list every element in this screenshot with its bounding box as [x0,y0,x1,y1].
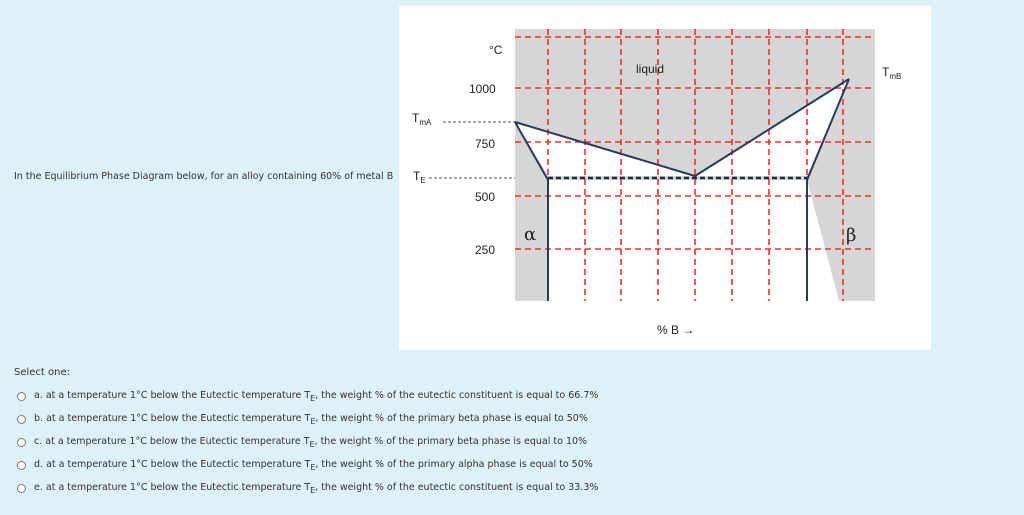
question-text: In the Equilibrium Phase Diagram below, for an alloy containing 60% of metal B [14,171,394,182]
beta-label: β [846,225,857,246]
phase-diagram [399,6,931,350]
radio-button[interactable] [17,415,26,424]
option-label: c. at a temperature 1°C below the Eutectic temperature $T_E$, the weight % of the primary beta phase is equal to 10% [34,436,588,449]
liquid-label: liquid [636,62,665,76]
option-b[interactable] [14,408,598,431]
y-tick-1000: 1000 [469,82,496,96]
unit-label: °C [489,43,503,57]
option-label: e. at a temperature 1°C below the Eutectic temperature $T_E$, the weight % of the eutectic constituent is equal to 33.3% [34,482,599,495]
answer-options [14,385,598,500]
tmb-label: $T_{mB}$ [882,65,902,81]
option-a[interactable] [14,385,598,408]
y-tick-500: 500 [475,190,496,204]
option-label: a. at a temperature 1°C below the Eutectic temperature $T_E$, the weight % of the eutectic constituent is equal to 66.7% [34,390,599,403]
y-tick-750: 750 [475,137,496,151]
option-c[interactable] [14,431,598,454]
phase-diagram-svg [399,6,931,350]
te-label: $T_E$ [413,169,426,185]
option-d[interactable] [14,454,598,477]
option-label: b. at a temperature 1°C below the Eutectic temperature $T_E$, the weight % of the primary beta phase is equal to 50% [34,413,588,426]
radio-button[interactable] [17,392,26,401]
radio-button[interactable] [17,461,26,470]
y-tick-250: 250 [475,243,496,257]
x-axis-label: % B → [657,323,695,337]
option-e[interactable] [14,477,598,500]
option-label: d. at a temperature 1°C below the Eutectic temperature $T_E$, the weight % of the primary alpha phase is equal to 50% [34,459,593,472]
radio-button[interactable] [17,484,26,493]
select-one-label: Select one: [14,367,71,378]
alpha-label: α [524,224,537,245]
radio-button[interactable] [17,438,26,447]
tma-label: $T_{mA}$ [412,111,432,127]
